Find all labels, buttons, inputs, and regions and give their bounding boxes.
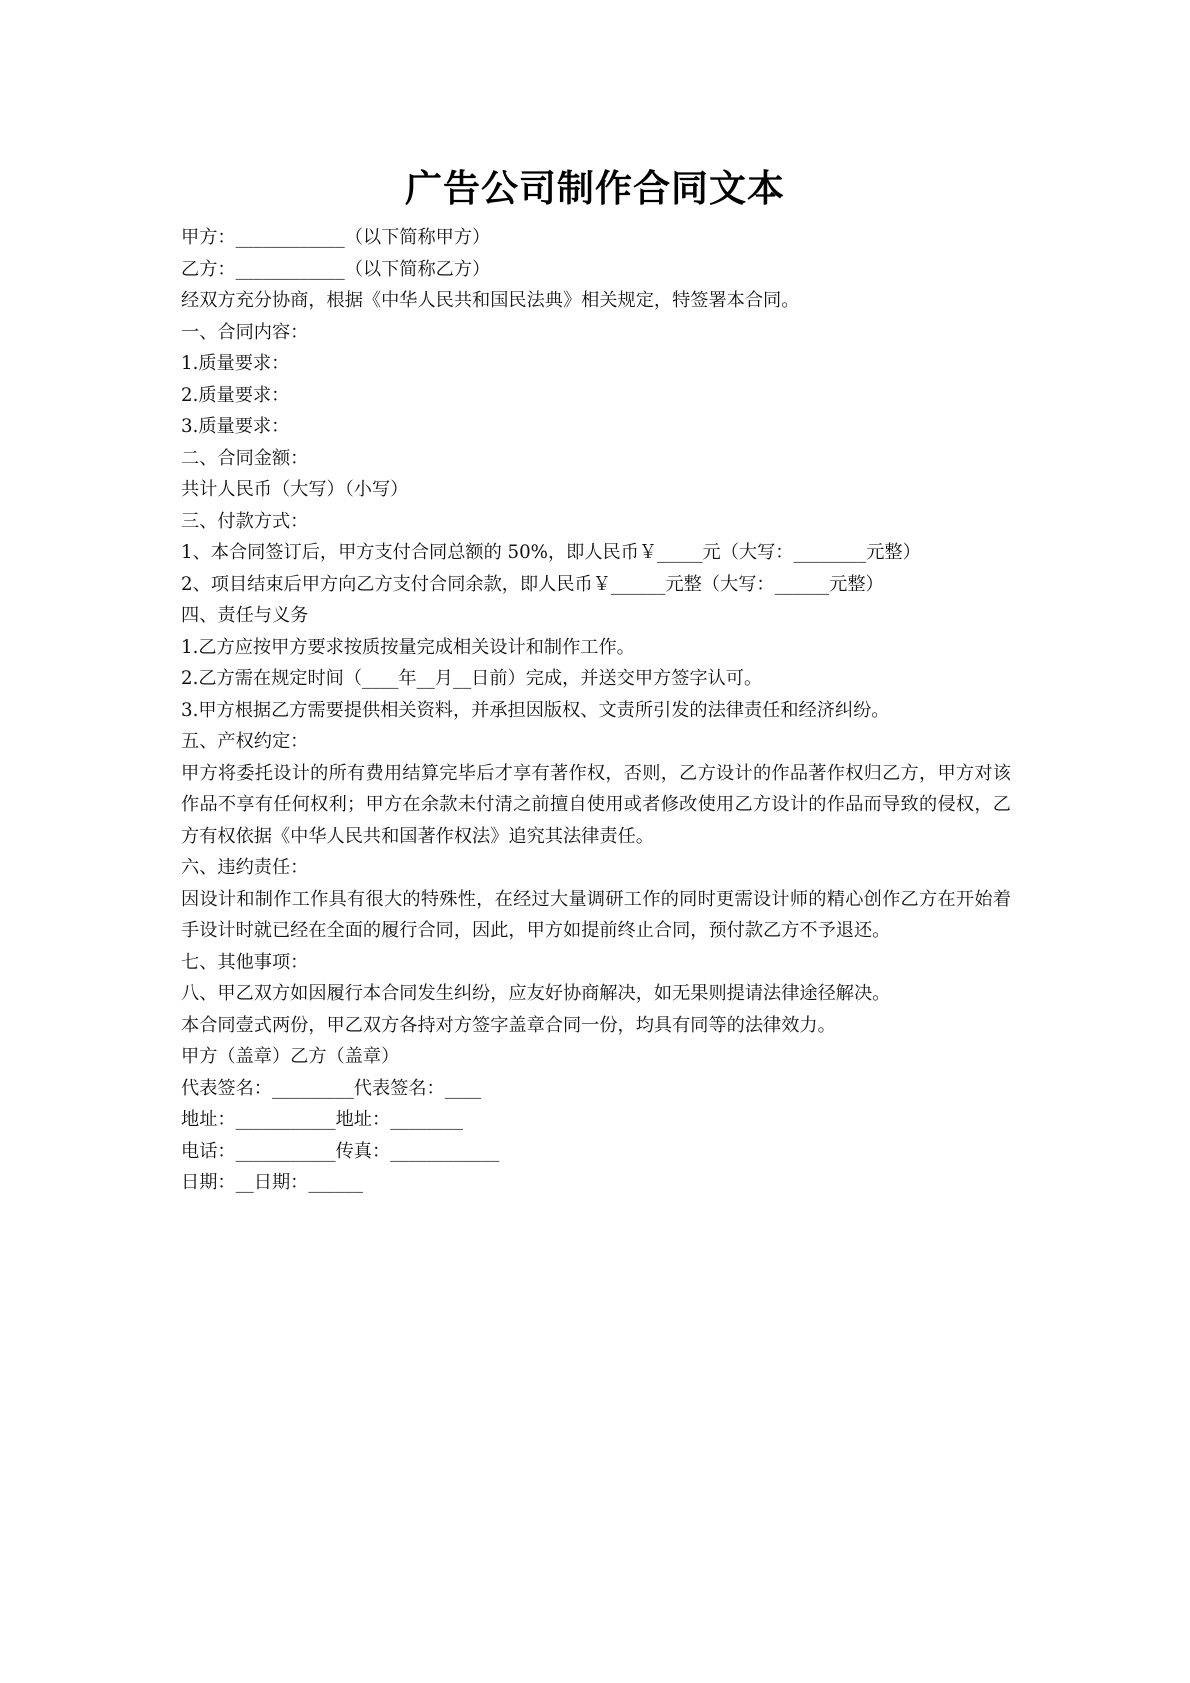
section-8-text: 八、甲乙双方如因履行本合同发生纠纷，应友好协商解决，如无果则提请法律途径解决。 <box>181 983 891 1004</box>
party-a-label: 甲方： <box>181 227 236 248</box>
party-b-note: （以下简称乙方） <box>344 258 491 280</box>
rep-a-blank: _________ <box>271 1077 354 1099</box>
rep-b-blank: ____ <box>444 1077 482 1099</box>
copies-clause: 本合同壹式两份，甲乙双方各持对方签字盖章合同一份，均具有同等的法律效力。 <box>181 1014 836 1036</box>
fax-blank: ____________ <box>390 1140 500 1162</box>
date-a-blank: __ <box>235 1172 254 1193</box>
section-4-item: 2.乙方需在规定时间（____年__月__日前）完成，并送交甲方签字认可。 <box>181 668 763 689</box>
seals-line: 甲方（盖章）乙方（盖章） <box>181 1046 400 1067</box>
section-4-heading: 四、责任与义务 <box>181 605 309 626</box>
preamble: 经双方充分协商，根据《中华人民共和国民法典》相关规定，特签署本合同。 <box>181 290 800 311</box>
section-4-item: 3.甲方根据乙方需要提供相关资料，并承担因版权、文责所引发的法律责任和经济纠纷。 <box>181 699 890 721</box>
date-a-label: 日期： <box>181 1172 236 1193</box>
party-b-line <box>181 254 1011 286</box>
document-title: 广告公司制作合同文本 <box>405 167 785 210</box>
addr-a-label: 地址： <box>181 1109 236 1130</box>
section-3-item-2: 2、项目结束后甲方向乙方支付合同余款，即人民币￥______元整（大写：______元整） <box>181 573 884 595</box>
section-4-item: 1.乙方应按甲方要求按质按量完成相关设计和制作工作。 <box>181 636 635 658</box>
section-5-heading: 五、产权约定： <box>181 731 309 752</box>
section-1-heading: 一、合同内容： <box>181 321 309 343</box>
section-2-text: 共计人民币（大写）（小写） <box>181 479 409 500</box>
representative-line <box>181 1073 1011 1105</box>
addr-a-blank: ___________ <box>235 1109 336 1130</box>
address-line <box>181 1104 1011 1136</box>
rep-b-label: 代表签名： <box>353 1077 445 1099</box>
date-b-blank: ______ <box>308 1172 363 1193</box>
party-a-note: （以下简称甲方） <box>344 227 491 248</box>
addr-b-blank: ________ <box>390 1109 463 1130</box>
section-6-text: 因设计和制作工作具有很大的特殊性，在经过大量调研工作的同时更需设计师的精心创作乙方在开始着手设计时就已经在全面的履行合同，因此，甲方如提前终止合同，预付款乙方不予退还。 <box>181 888 1011 941</box>
section-3-item-1: 1、本合同签订后，甲方支付合同总额的 50%，即人民币￥_____元（大写：________元整） <box>181 542 921 563</box>
date-b-label: 日期： <box>253 1172 309 1193</box>
document-body <box>181 222 1011 1199</box>
party-b-label: 乙方： <box>181 258 236 280</box>
phone-label: 电话： <box>181 1140 236 1162</box>
section-3-heading: 三、付款方式： <box>181 510 309 532</box>
section-2-heading: 二、合同金额： <box>181 447 309 469</box>
date-line <box>181 1167 1011 1199</box>
section-5-text: 甲方将委托设计的所有费用结算完毕后才享有著作权，否则，乙方设计的作品著作权归乙方，甲方对该作品不享有任何权利；甲方在余款未付清之前擅自使用或者修改使用乙方设计的作品而导致的侵权，乙方有权依据《中华人民共和国著作权法》追究其法律责任。 <box>181 762 1011 847</box>
fax-label: 传真： <box>335 1140 391 1162</box>
section-1-item: 1.质量要求： <box>181 353 290 374</box>
section-7-heading: 七、其他事项： <box>181 951 309 973</box>
phone-blank: ___________ <box>235 1140 336 1162</box>
addr-b-label: 地址： <box>335 1109 391 1130</box>
section-1-item: 3.质量要求： <box>181 416 290 437</box>
section-1-item: 2.质量要求： <box>181 384 290 406</box>
party-a-blank: ____________ <box>235 227 345 248</box>
party-b-blank: ____________ <box>235 258 345 280</box>
party-a-line <box>181 222 1011 254</box>
phone-fax-line <box>181 1136 1011 1168</box>
section-6-heading: 六、违约责任： <box>181 857 309 878</box>
rep-a-label: 代表签名： <box>181 1077 272 1099</box>
